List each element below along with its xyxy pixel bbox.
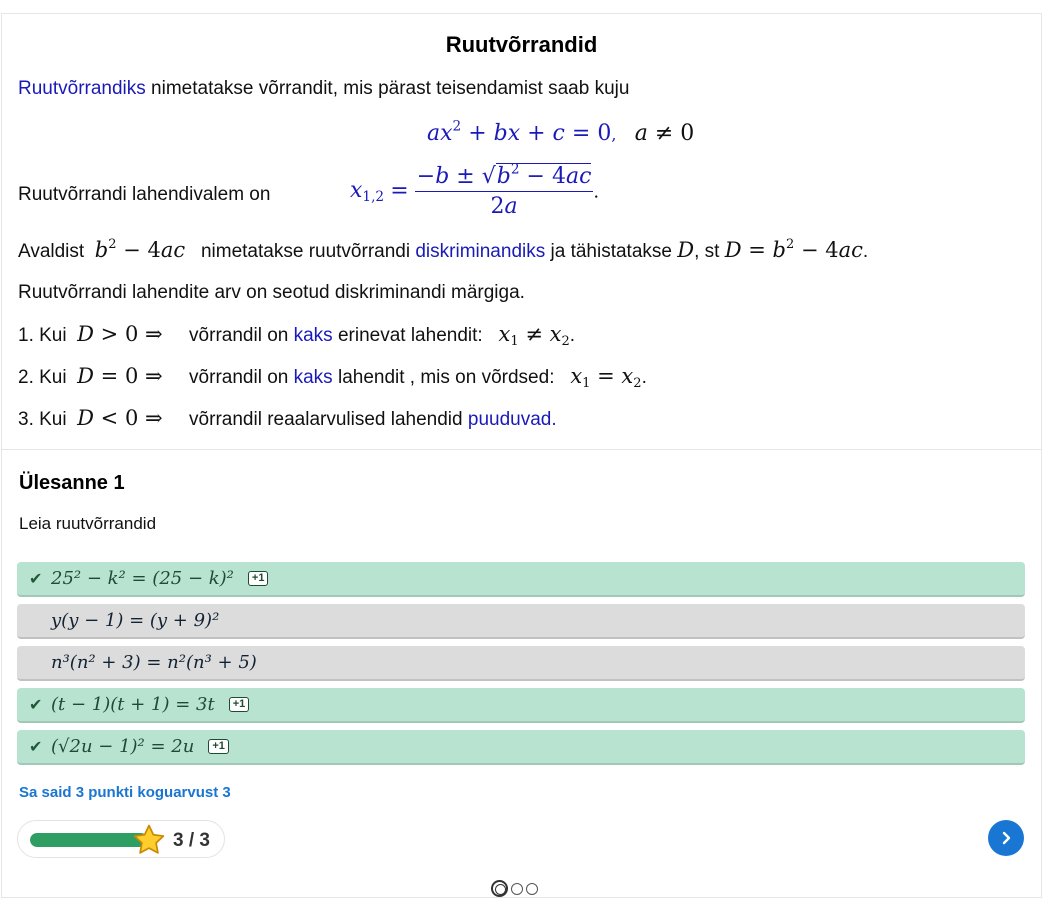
task-title: Ülesanne 1	[19, 472, 125, 494]
points-badge: +1	[229, 697, 250, 712]
option-equation: 25² − k² = (25 − k)²	[51, 568, 234, 589]
page-dot[interactable]	[511, 883, 523, 895]
progress-bar	[30, 833, 148, 847]
count-paragraph: Ruutvõrrandi lahendite arv on seotud diskriminandi märgiga.	[18, 282, 525, 303]
progress-bar-fill	[30, 833, 148, 847]
term-diskriminant: diskriminandiks	[415, 241, 546, 262]
case-1: 1. Kui D > 0 ⇒ võrrandil on kaks erinevat lahendit: $x_1 \ne x_2$.	[18, 322, 576, 349]
option-equation: y(y − 1) = (y + 9)²	[51, 610, 220, 631]
answer-option[interactable]	[17, 646, 1025, 681]
task-instruction: Leia ruutvõrrandid	[19, 514, 157, 533]
intro-text: nimetatakse võrrandit, mis pärast teisendamist saab kuju	[145, 78, 630, 99]
theory-section	[2, 14, 1041, 450]
page-title: Ruutvõrrandid	[445, 32, 598, 57]
pagination-dots	[491, 880, 538, 897]
points-badge: +1	[208, 739, 229, 754]
star-icon	[132, 823, 166, 857]
check-icon: ✔	[29, 570, 43, 588]
progress-indicator	[17, 820, 225, 858]
general-form-formula: $ax^2$ + bx + c = 0, a ≠ 0	[427, 118, 695, 146]
case-2: 2. Kui D = 0 ⇒ võrrandil on kaks lahendit , mis on võrdsed: $x_1 = x_2$.	[18, 364, 647, 391]
term-ruutvorrand: Ruutvõrrandiks	[18, 78, 146, 99]
chevron-right-icon	[998, 830, 1014, 846]
formula-label: Ruutvõrrandi lahendivalem on	[18, 184, 271, 205]
option-equation: (√2u − 1)² = 2u	[51, 736, 195, 757]
check-icon: ✔	[29, 696, 43, 714]
page-dot[interactable]	[526, 883, 538, 895]
check-icon: ✔	[29, 738, 43, 756]
score-text: Sa said 3 punkti koguarvust 3	[19, 784, 231, 801]
points-badge: +1	[248, 571, 269, 586]
lesson-card	[1, 13, 1042, 898]
answer-option[interactable]	[17, 562, 1025, 597]
page-dot[interactable]	[491, 880, 508, 897]
answer-option[interactable]	[17, 604, 1025, 639]
answer-option[interactable]	[17, 730, 1025, 765]
task-section	[2, 450, 1041, 899]
progress-value: 3 / 3	[173, 830, 210, 851]
intro-paragraph	[18, 78, 629, 100]
option-equation: (t − 1)(t + 1) = 3t	[51, 694, 215, 715]
answer-option[interactable]	[17, 688, 1025, 723]
next-button[interactable]	[988, 820, 1024, 856]
case-3: 3. Kui D < 0 ⇒ võrrandil reaalarvulised lahendid puuduvad.	[18, 406, 557, 430]
discriminant-paragraph: Avaldist $b^2 - 4ac$ nimetatakse ruutvõrrandi diskriminandiks ja tähistatakse D, st $D = b^2 - 4ac$.	[18, 236, 869, 262]
quadratic-formula: $x_{1,2}$ = $\frac{-b \pm √b^2 - 4ac}{2a}$ .	[350, 161, 600, 219]
option-equation: n³(n² + 3) = n²(n³ + 5)	[51, 652, 257, 673]
